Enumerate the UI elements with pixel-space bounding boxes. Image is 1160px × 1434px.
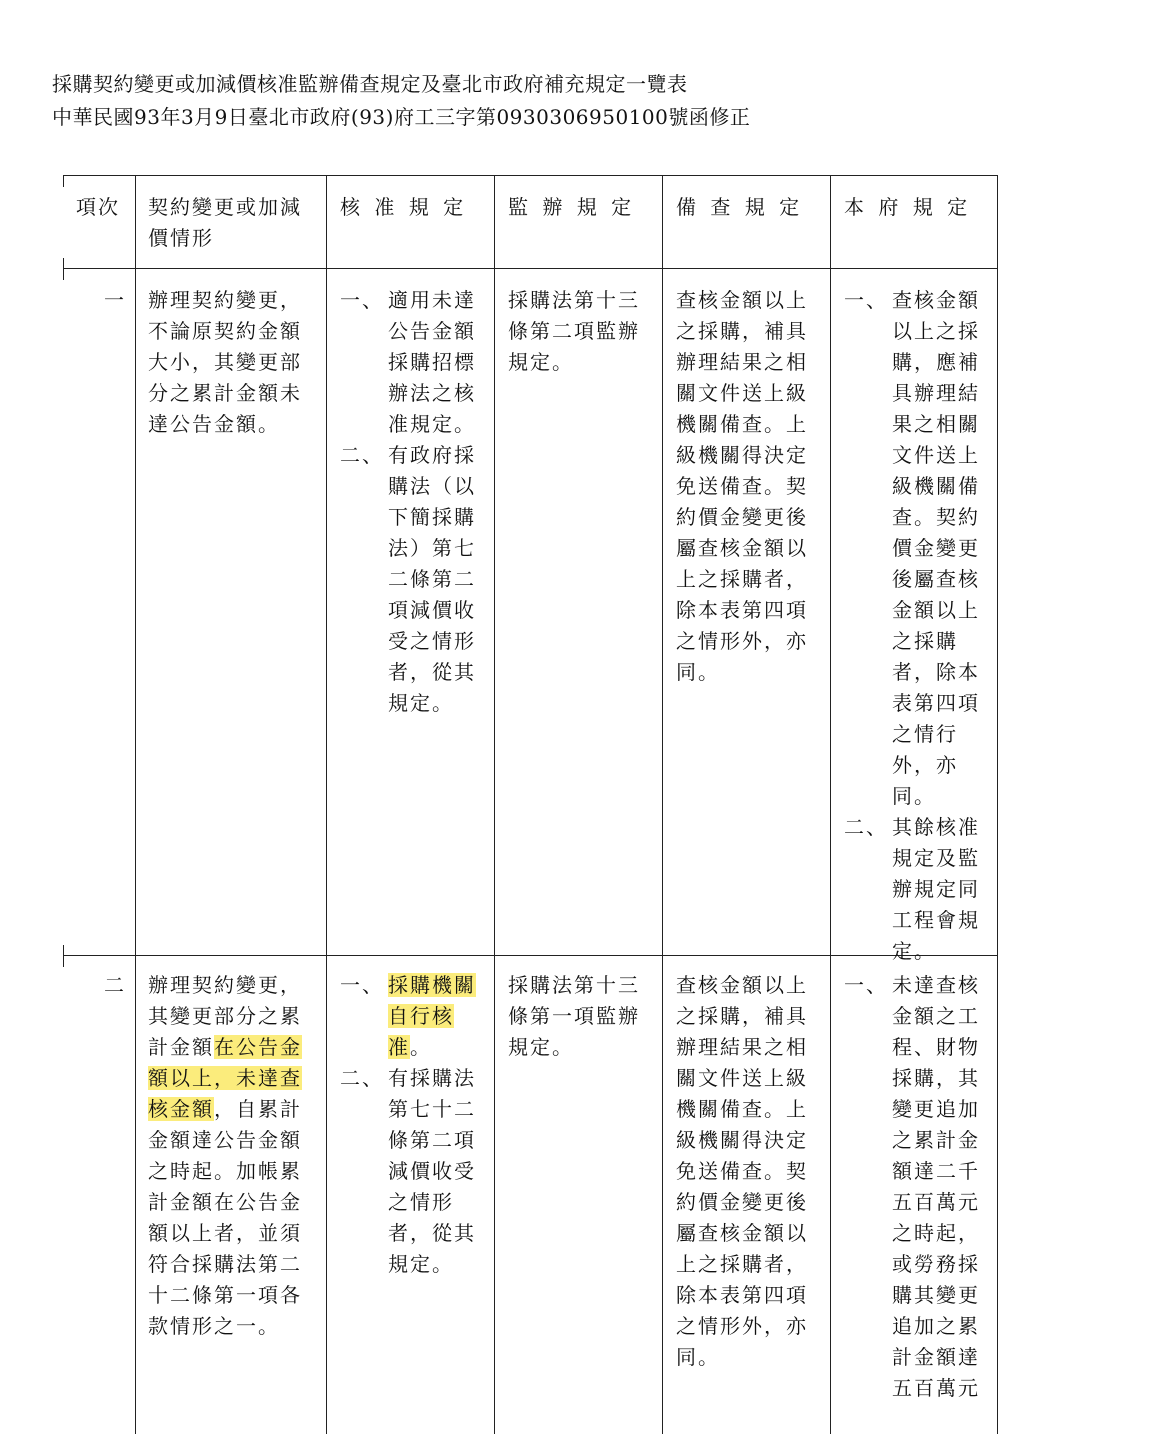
list-item: 二、 其餘核准規定及監辦規定同工程會規定。 xyxy=(844,815,980,963)
header-item-no: 項次 xyxy=(76,195,120,219)
column-divider xyxy=(662,175,663,1434)
header-situation: 契約變更或加減價情形 xyxy=(148,195,302,250)
header-supervision: 監 辦 規 定 xyxy=(508,195,636,219)
list-item: 一、 適用未達公告金額採購招標辦法之核准規定。 xyxy=(340,288,476,436)
header-filing: 備 查 規 定 xyxy=(676,195,804,219)
column-divider xyxy=(830,175,831,1434)
row2-item-no: 二 xyxy=(104,973,126,997)
column-divider xyxy=(135,175,136,1434)
list-item: 一、 查核金額以上之採購，應補具辦理結果之相關文件送上級機關備查。契約價金變更後屬查核金額以上之採購者，除本表第四項之情行外，亦同。 xyxy=(844,288,980,808)
row1-city xyxy=(844,285,994,967)
row1-supervision: 採購法第十三條第二項監辦規定。 xyxy=(508,288,640,374)
row2-supervision: 採購法第十三條第一項監辦規定。 xyxy=(508,973,640,1059)
row2-approval xyxy=(340,970,490,1280)
list-item: 一、 未達查核金額之工程、財物採購，其變更追加之累計金額達二千五百萬元之時起，或勞務採購其變更追加之累計金額達五百萬元 xyxy=(844,973,980,1400)
row2-filing: 查核金額以上之採購，補具辦理結果之相關文件送上級機關備查。上級機關得決定免送備查。契約價金變更後屬查核金額以上之採購者，除本表第四項之情形外，亦同。 xyxy=(676,973,808,1369)
header-approval: 核 准 規 定 xyxy=(340,195,468,219)
header-bottom-rule xyxy=(63,268,998,269)
row1-approval xyxy=(340,285,490,719)
row2-city xyxy=(844,970,994,1430)
column-divider xyxy=(494,175,495,1434)
document-subtitle: 中華民國93年3月9日臺北市政府(93)府工三字第0930306950100號函修正 xyxy=(52,105,751,129)
list-item: 一、 採購機關自行核准。 xyxy=(340,973,476,1059)
row1-situation: 辦理契約變更，不論原契約金額大小，其變更部分之累計金額未達公告金額。 xyxy=(148,288,302,436)
table-top-rule xyxy=(63,175,998,176)
highlighted-text: 採購機關自行核准 xyxy=(388,973,476,1059)
header-city: 本 府 規 定 xyxy=(844,195,972,219)
row1-filing: 查核金額以上之採購，補具辦理結果之相關文件送上級機關備查。上級機關得決定免送備查。契約價金變更後屬查核金額以上之採購者，除本表第四項之情形外，亦同。 xyxy=(676,288,808,684)
column-divider xyxy=(997,175,998,1434)
column-divider xyxy=(326,175,327,1434)
row1-item-no: 一 xyxy=(104,288,126,312)
document-title: 採購契約變更或加減價核准監辦備查規定及臺北市政府補充規定一覽表 xyxy=(52,72,688,96)
list-item: 二、 有採購法第七十二條第二項減價收受之情形者，從其規定。 xyxy=(340,1066,476,1276)
highlighted-text: 在公告金額以上，未達查核金額 xyxy=(148,1035,302,1121)
row2-situation: 辦理契約變更，其變更部分之累計金額在公告金額以上，未達查核金額，自累計金額達公告金額之時起。加帳累計金額在公告金額以上者，並須符合採購法第二十二條第一項各款情形之一。 xyxy=(148,973,302,1338)
list-item: 二、 有政府採購法（以下簡採購法）第七二條第二項減價收受之情形者，從其規定。 xyxy=(340,443,476,715)
